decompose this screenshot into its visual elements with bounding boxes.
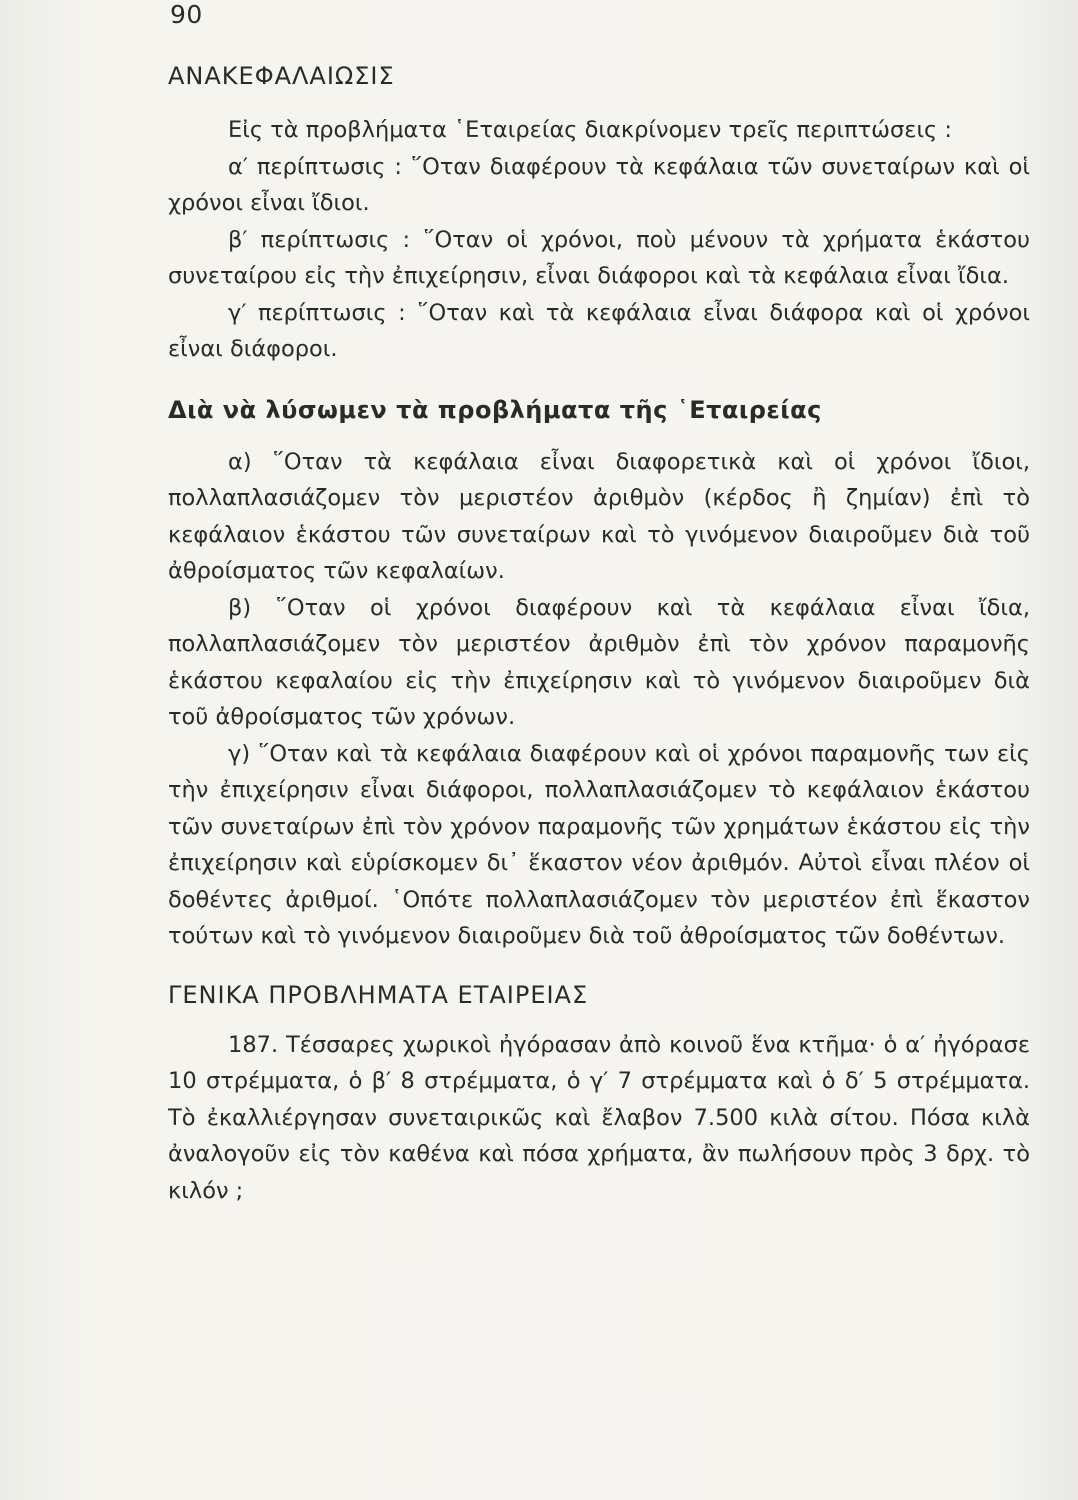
method-rule-a: α) ῞Οταν τὰ κεφάλαια εἶναι διαφορετικὰ καὶ οἱ χρόνοι ἴδιοι, πολλαπλασιάζομεν τὸν μεριστέον ἀριθμὸν (κέρδος ἢ ζημίαν) ἐπὶ τὸ κεφάλαιον ἑκάστου τῶν συνεταίρων καὶ τὸ γινόμενον διαιροῦμεν διὰ τοῦ ἀθροίσματος τῶν κεφαλαίων. bbox=[168, 448, 1030, 584]
summary-heading: ΑΝΑΚΕΦΑΛΑΙΩΣΙΣ bbox=[168, 62, 395, 90]
summary-intro: Εἰς τὰ προβλήματα ῾Εταιρείας διακρίνομεν τρεῖς περιπτώσεις : bbox=[228, 117, 952, 143]
problem-187: 187. Τέσσαρες χωρικοὶ ἠγόρασαν ἀπὸ κοινοῦ ἕνα κτῆμα· ὁ α′ ἠγόρασε 10 στρέμματα, ὁ β′ 8 στρέμματα, ὁ γ′ 7 στρέμματα καὶ ὁ δ′ 5 στρέμματα. Τὸ ἐκαλλιέργησαν συνεταιρικῶς καὶ ἔλαβον 7.500 κιλὰ σίτου. Πόσα κιλὰ ἀναλογοῦν εἰς τὸν καθένα καὶ πόσα χρήματα, ἂν πωλήσουν πρὸς 3 δρχ. τὸ κιλόν ; bbox=[168, 1031, 1030, 1204]
page-number: 90 bbox=[170, 0, 203, 29]
summary-case-c: γ′ περίπτωσις : ῞Οταν καὶ τὰ κεφάλαια εἶναι διάφορα καὶ οἱ χρόνοι εἶναι διάφοροι. bbox=[168, 299, 1030, 362]
method-rule-b: β) ῞Οταν οἱ χρόνοι διαφέρουν καὶ τὰ κεφάλαια εἶναι ἴδια, πολλαπλασιάζομεν τὸν μεριστέον ἀριθμὸν ἐπὶ τὸν χρόνον παραμονῆς ἑκάστου κεφαλαίου εἰς τὴν ἐπιχείρησιν καὶ τὸ γινόμενον διαιροῦμεν διὰ τοῦ ἀθροίσματος τῶν χρόνων. bbox=[168, 594, 1030, 730]
page-content bbox=[168, 56, 1030, 1209]
method-title: Διὰ νὰ λύσωμεν τὰ προβλήματα τῆς ῾Εταιρείας bbox=[168, 395, 822, 424]
problems-heading: ΓΕΝΙΚΑ ΠΡΟΒΛΗΜΑΤΑ ΕΤΑΙΡΕΙΑΣ bbox=[168, 980, 589, 1009]
summary-case-a: α′ περίπτωσις : ῞Οταν διαφέρουν τὰ κεφάλαια τῶν συνεταίρων καὶ οἱ χρόνοι εἶναι ἴδιοι. bbox=[168, 153, 1030, 216]
method-rule-c: γ) ῞Οταν καὶ τὰ κεφάλαια διαφέρουν καὶ οἱ χρόνοι παραμονῆς των εἰς τὴν ἐπιχείρησιν εἶναι διάφοροι, πολλαπλασιάζομεν τὸ κεφάλαιον ἑκάστου τῶν συνεταίρων ἐπὶ τὸν χρόνον παραμονῆς τῶν χρημάτων ἑκάστου εἰς τὴν ἐπιχείρησιν καὶ εὑρίσκομεν δι᾿ ἕκαστον νέον ἀριθμόν. Αὐτοὶ εἶναι πλέον οἱ δοθέντες ἀριθμοί. ῾Οπότε πολλαπλασιάζομεν τὸν μεριστέον ἐπὶ ἕκαστον τούτων καὶ τὸ γινόμενον διαιροῦμεν διὰ τοῦ ἀθροίσματος τῶν δοθέντων. bbox=[168, 740, 1030, 949]
summary-case-b: β′ περίπτωσις : ῞Οταν οἱ χρόνοι, ποὺ μένουν τὰ χρήματα ἑκάστου συνεταίρου εἰς τὴν ἐπιχείρησιν, εἶναι διάφοροι καὶ τὰ κεφάλαια εἶναι ἴδια. bbox=[168, 226, 1030, 289]
